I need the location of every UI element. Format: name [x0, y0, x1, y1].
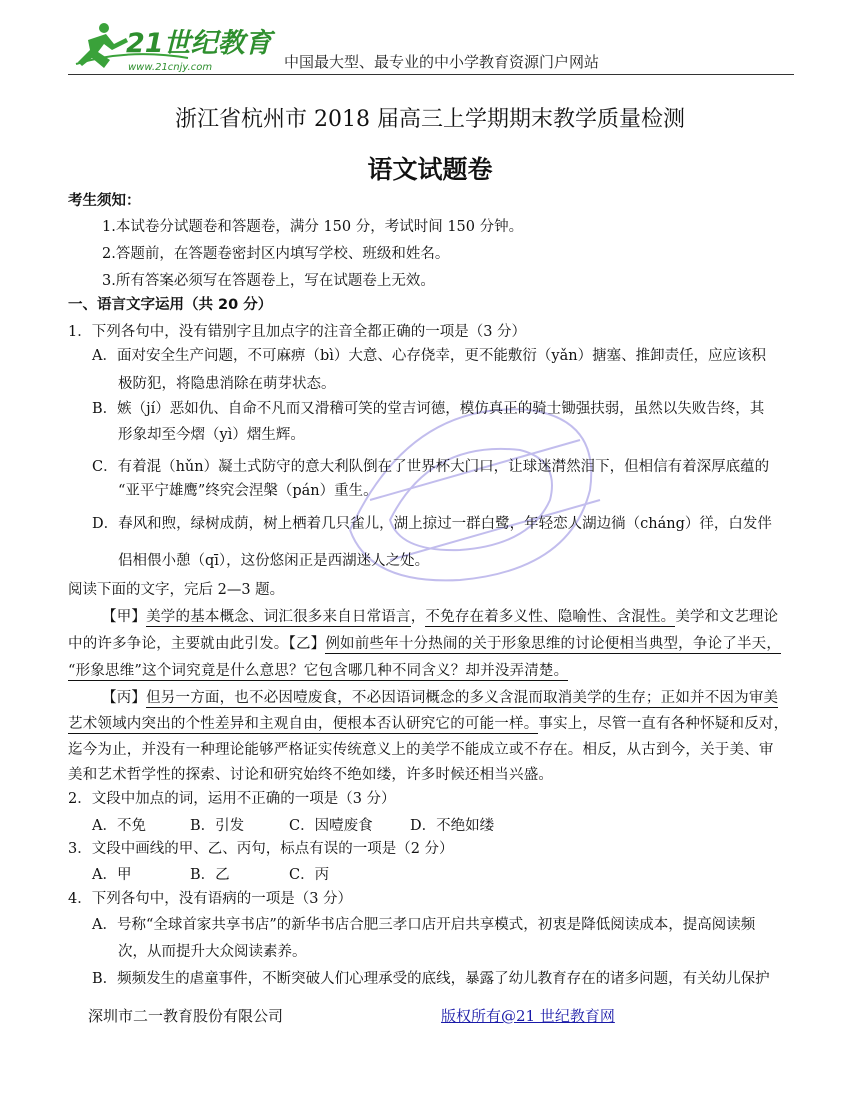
paper-title: 语文试题卷 — [367, 155, 493, 184]
passage-text: 事实上，尽管一直有各种怀疑和反对， — [538, 716, 789, 732]
passage-text: 中的许多争论，主要就由此引发。【乙】 — [68, 636, 326, 652]
option: C．丙 — [289, 867, 330, 883]
notice-item: 3.所有答案必须写在答题卷上，写在试题卷上无效。 — [102, 273, 435, 289]
question-stem: 1．下列各句中，没有错别字且加点字的注音全都正确的一项是（3 分） — [68, 324, 527, 340]
question-stem: 2．文段中加点的词，运用不正确的一项是（3 分） — [68, 791, 396, 807]
site-slogan: 中国最大型、最专业的中小学教育资源门户网站 — [284, 53, 600, 71]
option: C．因噎废食 — [289, 818, 373, 834]
footer-company: 深圳市二一教育股份有限公司 — [88, 1007, 284, 1025]
notice-heading: 考生须知： — [68, 193, 141, 209]
option-line: B．嫉（jí）恶如仇、自命不凡而又滑稽可笑的堂吉诃德，模仿真正的骑士锄强扶弱，虽然以失败告终，其 — [92, 401, 765, 417]
passage-mark: 【甲】 — [102, 609, 147, 625]
passage-line — [68, 632, 781, 653]
notice-item: 2.答题前，在答题卷密封区内填写学校、班级和姓名。 — [102, 246, 450, 262]
question-stem: 3．文段中画线的甲、乙、丙句，标点有误的一项是（2 分） — [68, 841, 454, 857]
option-line: D．春风和煦，绿树成荫，树上栖着几只雀儿，湖上掠过一群白鹭，年轻恋人湖边徜（cháng）徉，白发伴 — [92, 516, 772, 532]
passage-mark: 【丙】 — [102, 690, 147, 706]
option: D．不绝如缕 — [410, 818, 495, 834]
option-line: 极防犯，将隐患消除在萌芽状态。 — [118, 376, 336, 392]
passage-underlined: ，不必因语词概念的多义含混而取消美学的生存；正如并不因为审美 — [337, 690, 779, 706]
option-line: “亚平宁雄鹰”终究会涅槃（pán）重生。 — [118, 483, 378, 499]
passage-line — [102, 686, 778, 707]
svg-text:21世纪教育: 21世纪教育 — [126, 28, 272, 59]
option: A．甲 — [92, 867, 132, 883]
reading-intro: 阅读下面的文字，完后 2—3 题。 — [68, 582, 285, 598]
option-line: A．面对安全生产问题，不可麻痹（bì）大意、心存侥幸，更不能敷衍（yǎn）搪塞、推卸责任，应应该积 — [92, 348, 767, 364]
section-heading: 一、语言文字运用（共 20 分） — [68, 297, 273, 313]
passage-underlined: 不免存在着多义性、隐喻性、含混性。 — [425, 609, 676, 625]
question-stem: 4．下列各句中，没有语病的一项是（3 分） — [68, 891, 353, 907]
passage-line — [102, 605, 778, 626]
passage-underlined: 艺术领域内突出的个性差异和主观自由，便根本否认研究它的可能一样。 — [68, 716, 539, 732]
footer-copyright-link[interactable]: 版权所有@21 世纪教育网 — [441, 1007, 615, 1025]
option-line: C．有着混（hǔn）凝土式防守的意大利队倒在了世界杯大门口，让球迷潸然泪下，但相信有着深厚底蕴的 — [92, 459, 770, 475]
passage-line — [68, 712, 788, 733]
option: B．引发 — [190, 818, 245, 834]
passage-text: 美学和文艺理论 — [675, 609, 779, 625]
option-line: 次，从而提升大众阅读素养。 — [118, 944, 307, 960]
passage-text: ， — [410, 609, 426, 625]
header-divider — [68, 74, 794, 75]
passage-underlined: “形象思维”这个词究竟是什么意思？它包含哪几种不同含义？却并没弄清楚。 — [68, 663, 569, 679]
option-line: B．频频发生的虐童事件，不断突破人们心理承受的底线，暴露了幼儿教育存在的诸多问题，有关幼儿保护 — [92, 971, 770, 987]
option-line: 形象却至今熠（yì）熠生辉。 — [118, 427, 305, 443]
site-logo — [68, 18, 278, 74]
option: A．不免 — [92, 818, 146, 834]
passage-underlined: 美学的基本概念、词汇很多来自日常语言 — [146, 609, 411, 625]
passage-line: 迄今为止，并没有一种理论能够严格证实传统意义上的美学不能成立或不存在。相反，从古到今，关于美、审 — [68, 742, 774, 758]
passage-underlined: 但另一方面，也不必因噎废食 — [146, 690, 338, 706]
option-line: A．号称“全球首家共享书店”的新华书店合肥三孝口店开启共享模式，初衷是降低阅读成本，提高阅读频 — [92, 917, 756, 933]
exam-title: 浙江省杭州市 2018 届高三上学期期末教学质量检测 — [175, 107, 685, 132]
notice-item: 1.本试卷分试题卷和答题卷，满分 150 分，考试时间 150 分钟。 — [102, 219, 524, 235]
passage-line: 美和艺术哲学性的探索、讨论和研究始终不绝如缕，许多时候还相当兴盛。 — [68, 767, 554, 783]
svg-text:www.21cnjy.com: www.21cnjy.com — [128, 62, 213, 73]
passage-underlined: 例如前些年十分热闹的关于形象思维的讨论便相当典型，争论了半天， — [325, 636, 782, 652]
passage-line — [68, 659, 568, 680]
option-line: 侣相偎小憩（qī），这份悠闲正是西湖迷人之处。 — [118, 553, 430, 569]
option: B．乙 — [190, 867, 230, 883]
